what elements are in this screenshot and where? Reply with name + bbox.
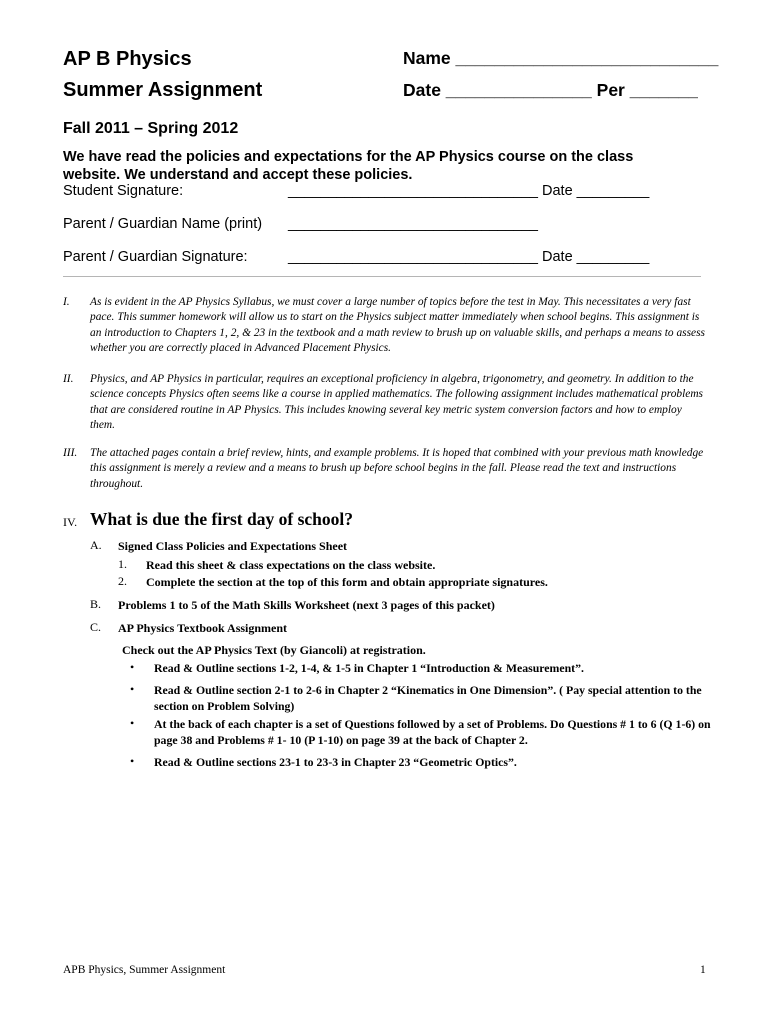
section-text: The attached pages contain a brief review, hints, and example problems. It is hoped that combined with your previous math knowledge this assignment is merely a review and a means to brush up before school begins in the fall. Please read the text and instructions throughout. [90, 447, 704, 490]
item-c-text: AP Physics Textbook Assignment [118, 621, 288, 635]
item-b-label: B. [90, 597, 102, 611]
footer-text: APB Physics, Summer Assignment [63, 964, 226, 976]
student-signature-label: Student Signature: [63, 183, 184, 199]
item-c-intro: Check out the AP Physics Text (by Giancoli) at registration. [122, 643, 426, 657]
section-text: As is evident in the AP Physics Syllabus, we must cover a large number of topics before the test in May. This necessitates a very fast pace. This summer homework will allow us to start on the Physics subject matter immediately when school begins. This assignment is an introduction to Chapters 1, 2, & 23 in the textbook and a math review to brush up on valuable skills, and perhaps a means to assess whether you are correctly placed in Advanced Placement Physics. [90, 296, 705, 355]
bullet-4-text: Read & Outline sections 23-1 to 23-3 in Chapter 23 “Geometric Optics”. [154, 755, 517, 769]
item-a1-text: Read this sheet & class expectations on the class website. [146, 558, 436, 572]
section-number: I. [63, 296, 70, 308]
title-line-1: AP B Physics [63, 48, 192, 70]
page-number: 1 [700, 964, 706, 976]
student-signature-line: _______________________________ Date _________ [288, 183, 650, 199]
section-number: III. [63, 447, 78, 459]
item-a2-text: Complete the section at the top of this form and obtain appropriate signatures. [146, 575, 548, 589]
item-a-label: A. [90, 538, 102, 552]
section-4-number: IV. [63, 515, 78, 529]
item-b-text: Problems 1 to 5 of the Math Skills Worksheet (next 3 pages of this packet) [118, 598, 495, 612]
section-text: Physics, and AP Physics in particular, requires an exceptional proficiency in algebra, trigonometry, and geometry. In addition to the science concepts Physics often seems like a course in applied mathematics. The following assignment includes mathematical problems that are considered routine in AP Physics. This includes knowing several key metric system conversion factors and how to employ them. [90, 373, 703, 432]
section-2 [63, 372, 708, 434]
term-heading: Fall 2011 – Spring 2012 [63, 120, 239, 137]
item-a2-number: 2. [118, 574, 127, 588]
parent-signature-label: Parent / Guardian Signature: [63, 249, 248, 265]
declaration-line-1: We have read the policies and expectations for the AP Physics course on the class [63, 149, 634, 165]
name-field: Name ___________________________ [403, 48, 719, 68]
declaration-line-2: website. We understand and accept these policies. [63, 167, 413, 183]
item-c-label: C. [90, 620, 102, 634]
bullet-2-text: Read & Outline section 2-1 to 2-6 in Chapter 2 “Kinematics in One Dimension”. ( Pay special attention to the section on Problem Solving) [154, 683, 702, 713]
parent-name-line: _______________________________ [288, 216, 538, 232]
title-line-2: Summer Assignment [63, 79, 263, 101]
section-4-title: What is due the first day of school? [90, 509, 353, 529]
section-3 [63, 446, 708, 492]
bullet-marker: • [130, 754, 135, 768]
bullet-marker: • [130, 716, 135, 730]
item-a-text: Signed Class Policies and Expectations Sheet [118, 539, 348, 553]
parent-name-label: Parent / Guardian Name (print) [63, 216, 263, 232]
date-per-field: Date _______________ Per _______ [403, 80, 698, 100]
section-1 [63, 295, 708, 357]
item-a1-number: 1. [118, 557, 127, 571]
section-number: II. [63, 373, 74, 385]
bullet-marker: • [130, 682, 135, 696]
parent-signature-line: _______________________________ Date _________ [288, 249, 650, 265]
divider [63, 276, 701, 277]
bullet-3-text: At the back of each chapter is a set of Questions followed by a set of Problems. Do Questions # 1 to 6 (Q 1-6) on page 38 and Problems # 1- 10 (P 1-10) on page 39 at the back of Chapter 2. [154, 717, 711, 747]
bullet-marker: • [130, 660, 135, 674]
bullet-1-text: Read & Outline sections 1-2, 1-4, & 1-5 in Chapter 1 “Introduction & Measurement”. [154, 661, 584, 675]
